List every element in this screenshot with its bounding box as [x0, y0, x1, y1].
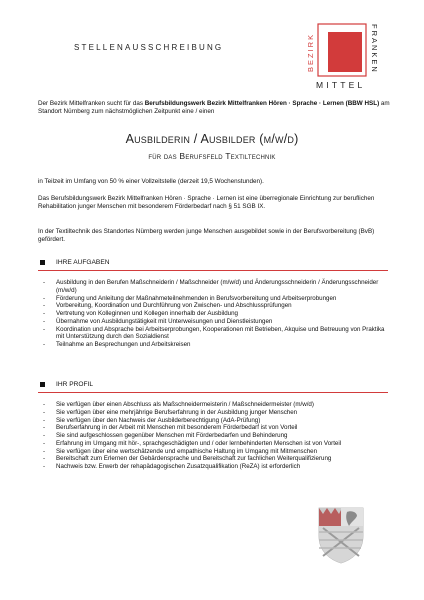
coat-of-arms-image: [317, 506, 365, 564]
list-item: - Sie verfügen über den Nachweis der Ausbilderberechtigung (AdA-Prüfung): [40, 417, 392, 425]
intro-part2: am Standort Nürnberg zum nächstmöglichen Zeitpunkt eine / einen: [38, 100, 390, 116]
list-item: - Vertretung von Kolleginnen und Kollegen innerhalb der Ausbildung: [40, 310, 392, 318]
list-item: - Sie sind aufgeschlossen gegenüber Menschen mit Förderbedarfen und Behinderung: [40, 432, 392, 440]
job-title: Ausbilderin / Ausbilder (m/w/d): [125, 132, 299, 146]
profil-divider: [38, 392, 388, 393]
coat-of-arms-graphic: [317, 506, 365, 564]
profil-heading-label: IHR PROFIL: [56, 381, 94, 388]
list-item: - Berufserfahrung in der Arbeit mit Menschen mit besonderem Förderbedarf ist von Vorteil: [40, 424, 392, 432]
list-item: - Sie verfügen über eine wertschätzende und empathische Haltung im Umgang mit Mitmenschen: [40, 448, 392, 456]
aufgaben-divider: [38, 270, 388, 271]
logo-red-block: [328, 32, 362, 72]
intro-part1: Der Bezirk Mittelfranken sucht für das: [38, 100, 145, 107]
list-item: - Bereitschaft zum Erlernen der Gebärdensprache und Bereitschaft zur fachlichen Weiterqualifizierung: [40, 455, 392, 463]
intro-bold: Berufsbildungswerk Bezirk Mittelfranken Hören · Sprache · Lernen (BBW HSL): [144, 100, 380, 107]
list-item: - Teilnahme an Besprechungen und Arbeitskreisen: [40, 341, 392, 349]
section-bullet-icon: [40, 382, 45, 387]
list-item: - Ausbildung in den Berufen Maßschneiderin / Maßschneider (m/w/d) und Änderungsschneiderin / Änderungsschneider (m/w/d): [40, 279, 392, 295]
posting-heading: STELLENAUSSCHREIBUNG: [74, 43, 224, 52]
list-item: - Nachweis bzw. Erwerb der rehapädagogischen Zusatzqualifikation (ReZA) ist erforderlich: [40, 463, 392, 471]
list-item: - Erfahrung im Umgang mit hör-, sprachgeschädigten und / oder lernbehinderten Menschen ist von Vorteil: [40, 440, 392, 448]
einrichtung-paragraph: Das Berufsbildungswerk Bezirk Mittelfranken Hören · Sprache · Lernen ist eine überregionale Einrichtung zur beruflichen Rehabilitation junger Menschen mit besonderem Förderbedarf nach § 51 SGB IX.: [38, 195, 375, 211]
textiltechnik-paragraph: In der Textiltechnik des Standortes Nürnberg werden junge Menschen ausgebildet sowie in der Berufsvorbereitung (BvB) gefördert.: [38, 228, 375, 244]
list-item: - Sie verfügen über eine mehrjährige Berufserfahrung in der Ausbildung junger Menschen: [40, 409, 392, 417]
list-item: - Sie verfügen über einen Abschluss als Maßschneidermeisterin / Maßschneidermeister (m/w/d): [40, 401, 392, 409]
logo-word-mittel: MITTEL: [316, 80, 366, 90]
list-item: - Übernahme von Ausbildungstätigkeit mit Unterweisungen und Dienstleistungen: [40, 318, 392, 326]
intro-text: [38, 100, 393, 117]
logo-word-bezirk: BEZIRK: [306, 32, 315, 72]
logo-graphic: [306, 22, 379, 94]
list-item: - Förderung und Anleitung der Maßnahmeteilnehmenden in Berufsvorbereitung und Arbeitserprobungen: [40, 295, 392, 303]
job-subtitle: für das Berufsfeld Textiltechnik: [148, 151, 276, 161]
logo-word-franken: FRANKEN: [370, 24, 379, 74]
aufgaben-heading: [40, 259, 110, 266]
profil-list: [40, 401, 392, 471]
bezirk-mittelfranken-logo: [306, 22, 379, 94]
list-item: - Vorbereitung, Koordination und Durchführung von Zwischen- und Abschlussprüfungen: [40, 302, 392, 310]
profil-heading: [40, 381, 93, 388]
teilzeit-paragraph: in Teilzeit im Umfang von 50 % einer Vollzeitstelle (derzeit 19,5 Wochenstunden).: [38, 178, 264, 185]
aufgaben-list: [40, 279, 392, 349]
list-item: - Koordination und Absprache bei Arbeitserprobungen, Kooperationen mit Betrieben, Akquise und Betreuung von Praktika mit Unterstützung durch den Sozialdienst: [40, 326, 392, 342]
aufgaben-heading-label: IHRE AUFGABEN: [56, 259, 110, 266]
section-bullet-icon: [40, 260, 45, 265]
